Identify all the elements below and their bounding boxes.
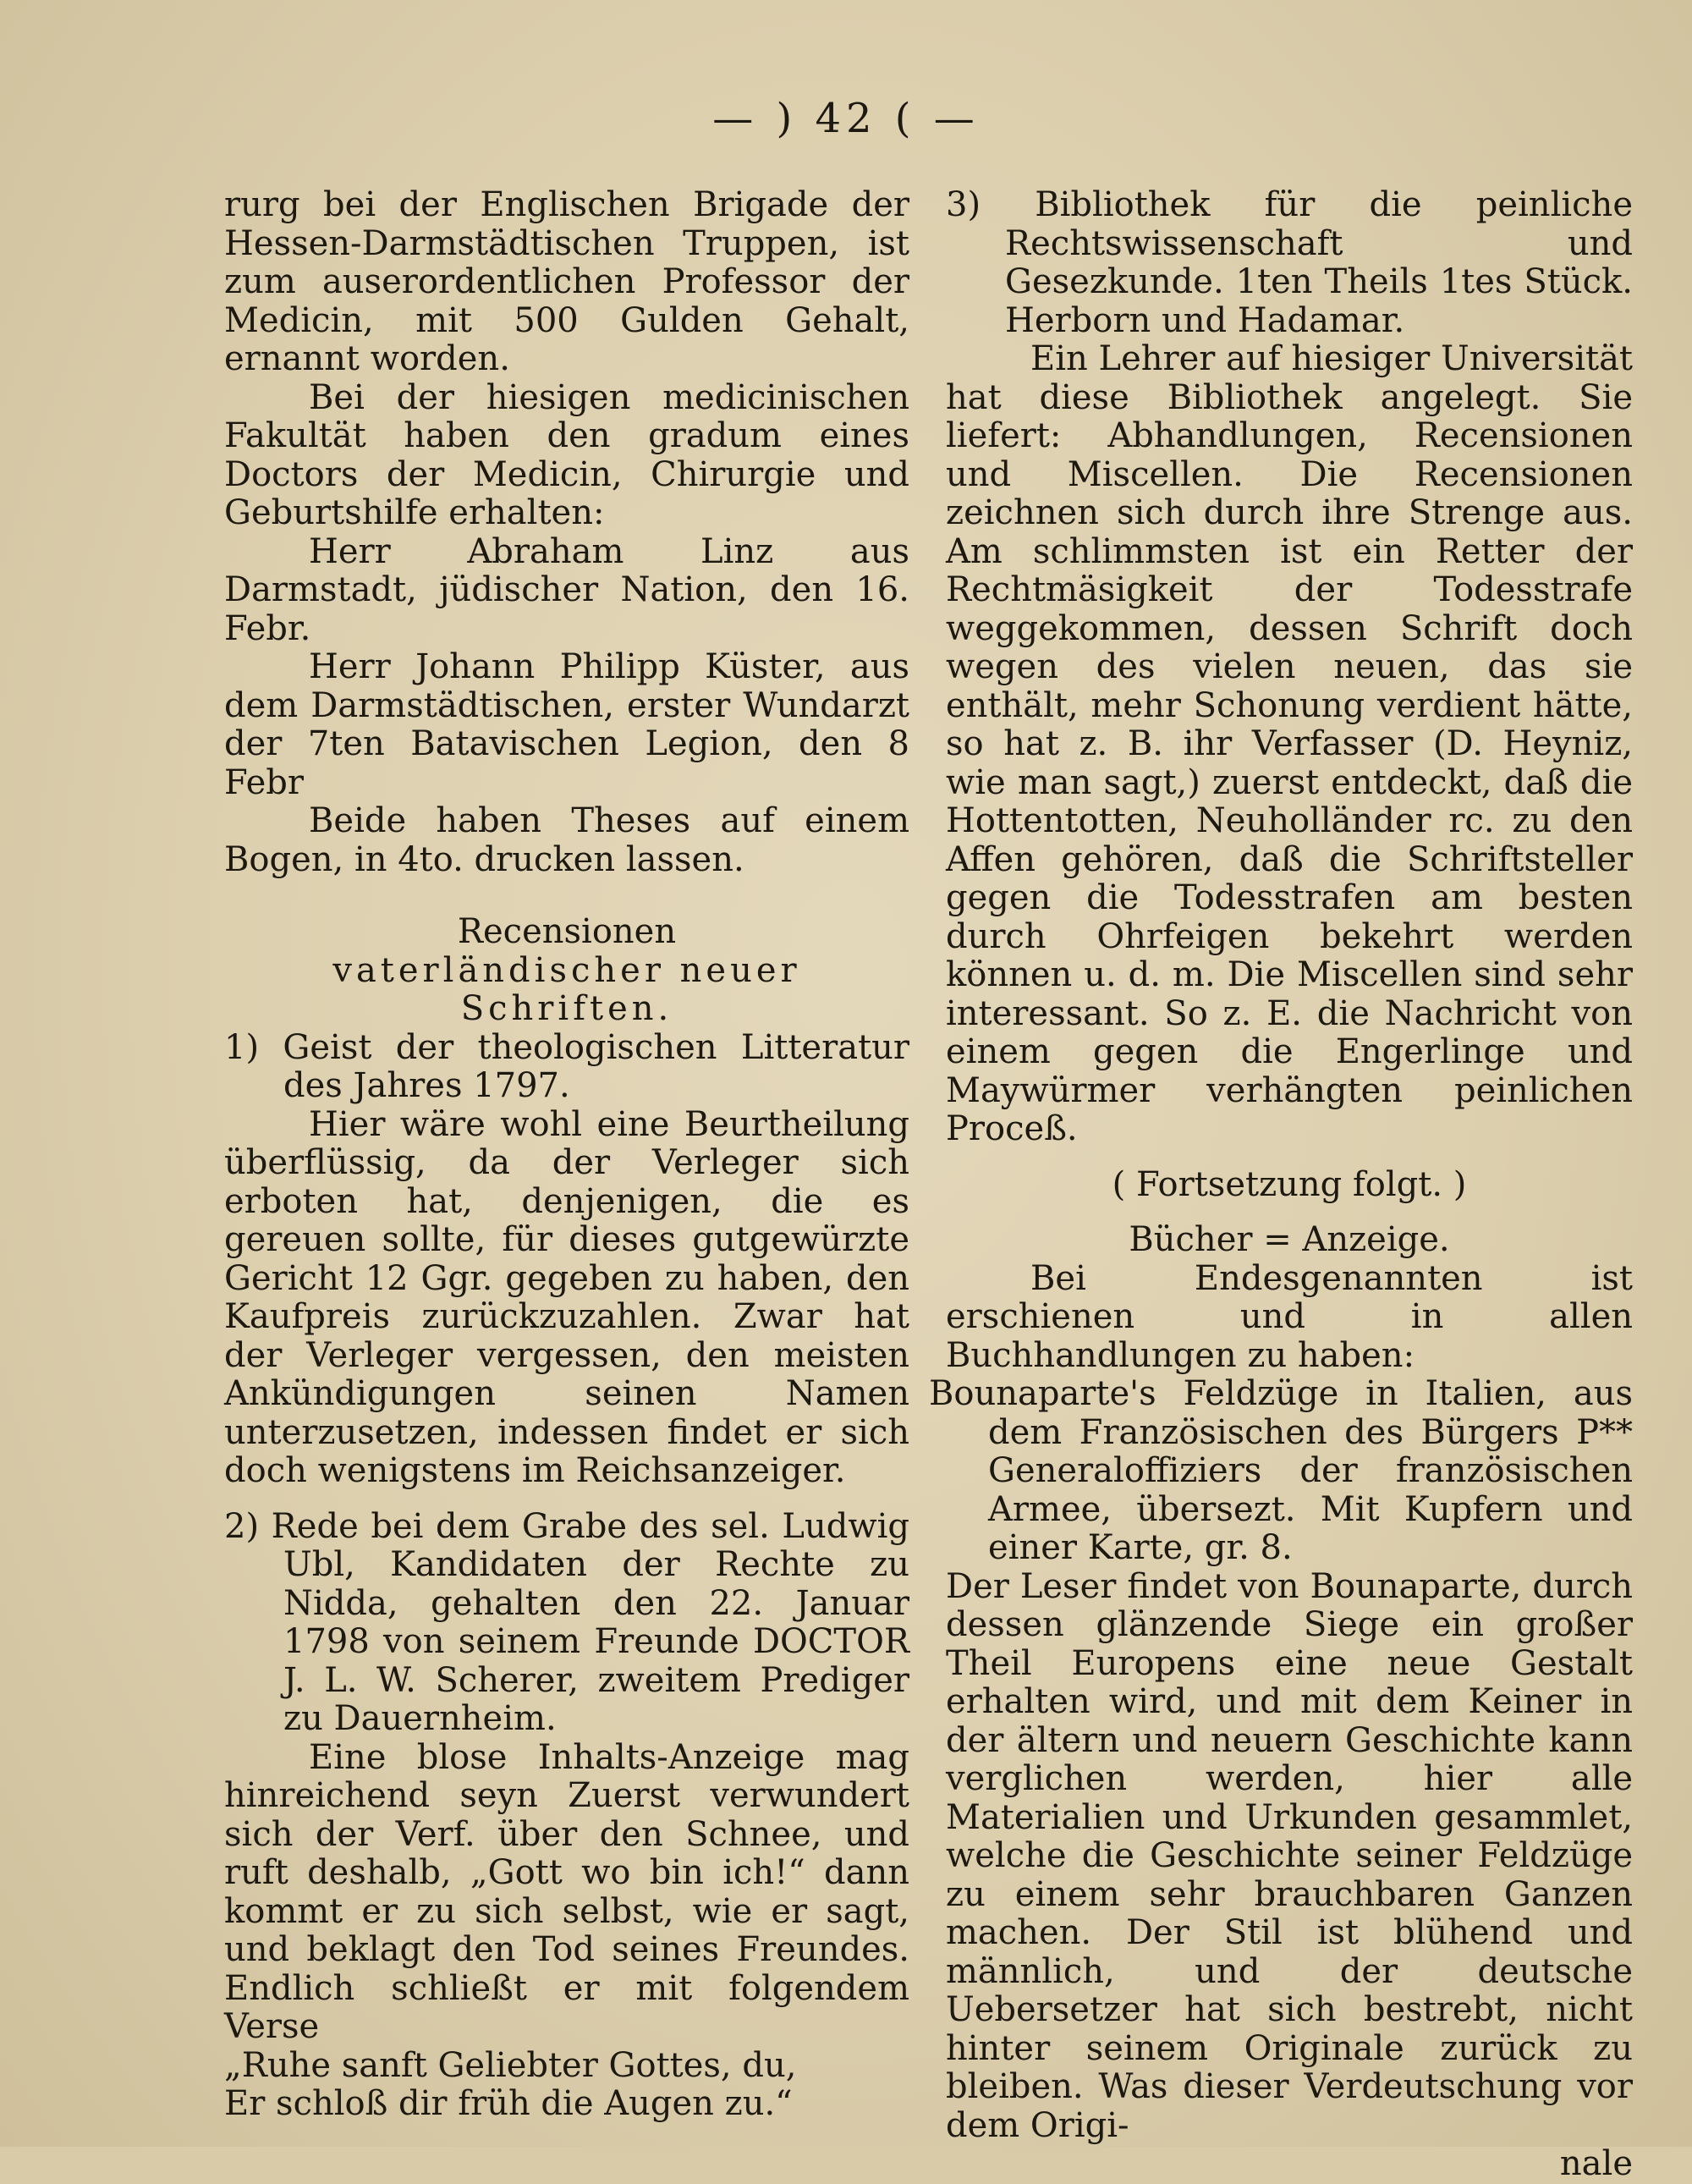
verse-line: „Ruhe sanft Geliebter Gottes, du,: [224, 2045, 797, 2085]
section-title: Recensionen: [457, 912, 677, 951]
doctor-entry: Herr Abraham Linz aus Darmstadt, jüdischer Nation, den 16. Febr.: [224, 531, 909, 648]
review-text: Ein Lehrer auf hiesiger Universität hat diese Bibliothek angelegt. Sie liefert: Abhandlungen, Recensionen und Miscellen. Die Recensionen zeichnen sich durch ihre Strenge aus. Am schlimmsten ist ein Retter der Rechtmäsigkeit der Todesstrafe weggekommen, dessen Schrift doch wegen des vielen neuen, das sie enthält, mehr Schonung verdient hätte, so hat z. B. ihr Verfasser (D. Heyniz, wie man sagt,) zuerst entdeckt, daß die Hottentotten, Neuholländer rc. zu den Affen gehören, daß die Schriftsteller gegen die Todesstrafen am besten durch Ohrfeigen bekehrt werden können u. d. m. Die Miscellen sind sehr interessant. So z. E. die Nachricht von einem gegen die Engerlinge und Maywürmer verhängten peinlichen Proceß.: [946, 339, 1633, 1148]
book-title: Bounaparte's Feldzüge in Italien, aus dem Französischen des Bürgers P** Generaloffiziers der französischen Armee, übersezt. Mit Kupfern und einer Karte, gr. 8.: [929, 1374, 1633, 1567]
verse-line: Er schloß dir früh die Augen zu.“: [224, 2084, 793, 2123]
paragraph: Beide haben Theses auf einem Bogen, in 4to. drucken lassen.: [224, 801, 909, 879]
books-title: Bücher = Anzeige.: [1129, 1220, 1450, 1259]
continuation-note: ( Fortsetzung folgt. ): [1112, 1164, 1467, 1204]
left-column: [224, 186, 909, 2124]
page-number: — ) 42 ( —: [712, 95, 980, 142]
review-text: Hier wäre wohl eine Beurtheilung überflüssig, da der Verleger sich erboten hat, denjenigen, die es gereuen sollte, für dieses gutgewürzte Gericht 12 Ggr. gegeben zu haben, den Kaufpreis zurückzuzahlen. Zwar hat der Verleger vergessen, den meisten Ankündigungen seinen Namen unterzusetzen, indessen findet er sich doch wenigstens im Reichsanzeiger.: [224, 1104, 909, 1490]
section-subtitle: vaterländischer neuer Schriften.: [332, 950, 801, 1028]
catchword: nale: [1559, 2144, 1633, 2183]
book-description: Der Leser findet von Bounaparte, durch dessen glänzende Siege ein großer Theil Europens eine neue Gestalt erhalten wird, und mit dem Keiner in der ältern und neuern Geschichte kann verglichen werden, hier alle Materialien und Urkunden gesammlet, welche die Geschichte seiner Feldzüge zu einem sehr brauchbaren Ganzen machen. Der Stil ist blühend und männlich, und der deutsche Uebersetzer hat sich bestrebt, nicht hinter seinem Originale zurück zu bleiben. Was dieser Verdeutschung vor dem Origi-: [946, 1566, 1633, 2145]
paragraph: rurg bei der Englischen Brigade der Hessen-Darmstädtischen Truppen, ist zum auserordentlichen Professor der Medicin, mit 500 Gulden Gehalt, ernannt worden.: [224, 185, 909, 378]
review-title: 1) Geist der theologischen Litteratur des Jahres 1797.: [224, 1027, 909, 1105]
paragraph: Bei der hiesigen medicinischen Fakultät haben den gradum eines Doctors der Medicin, Chirurgie und Geburtshilfe erhalten:: [224, 377, 909, 532]
review-text: Eine blose Inhalts-Anzeige mag hinreichend seyn Zuerst verwundert sich der Verf. über den Schnee, und ruft deshalb, „Gott wo bin ich!“ dann kommt er zu sich selbst, wie er sagt, und beklagt den Tod seines Freundes. Endlich schließt er mit folgendem Verse: [224, 1737, 909, 2046]
books-intro: Bei Endesgenannten ist erschienen und in allen Buchhandlungen zu haben:: [946, 1258, 1633, 1375]
review-title: 2) Rede bei dem Grabe des sel. Ludwig Ubl, Kandidaten der Rechte zu Nidda, gehalten den 22. Januar 1798 von seinem Freunde DOCTOR J. L. W. Scherer, zweitem Prediger zu Dauernheim.: [224, 1506, 909, 1738]
review-title: 3) Bibliothek für die peinliche Rechtswissenschaft und Gesezkunde. 1ten Theils 1tes Stück. Herborn und Hadamar.: [946, 185, 1633, 340]
doctor-entry: Herr Johann Philipp Küster, aus dem Darmstädtischen, erster Wundarzt der 7ten Batavischen Legion, den 8 Febr: [224, 647, 909, 802]
right-column: [929, 185, 1633, 2184]
